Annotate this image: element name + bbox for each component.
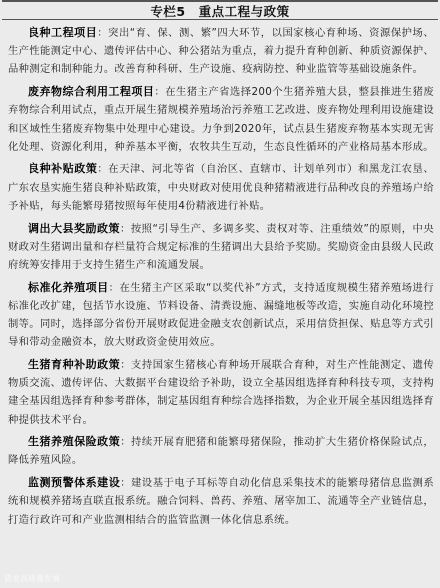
section-breed-subsidy: [8, 160, 434, 215]
section-monitoring-system: [8, 474, 434, 529]
sections-list: [8, 24, 434, 533]
section-title: 监测预警体系建设: [28, 476, 121, 490]
section-body: ：在生猪主产区采取“以奖代补”方式，支持适度规模生猪养殖场进行标准化改扩建，包括节水设施、节料设备、清粪设施、漏缝地板等改造，实施自动化环境控制等。同时，选择部分省份开展财政促进金融支农创新试点，采用信贷担保、贴息等方式引导和带动金融资本，放大财政资金使用效应。: [8, 281, 434, 349]
section-waste-utilization: [8, 83, 434, 156]
section-breeding-project: [8, 24, 434, 79]
section-standardized-farming: [8, 279, 434, 352]
section-body: ：建设基于电子耳标等自动化信息采集技术的能繁母猪信息监测系统和规模养猪场直联直报系统。融合饲料、兽药、养殖、屠宰加工、流通等全产业链信息，打造行政许可和产业监测相结合的监管监测一体化信息系统。: [8, 477, 434, 526]
section-title: 标准化养殖项目: [28, 280, 109, 294]
section-body: ：突出“育、保、测、繁”四大环节，以国家核心育种场、资源保护场、生产性能测定中心、遗传评估中心、种公猪站为重点，着力提升育种创新、种质资源保护、品种测定和制种能力。改善育种科研、生产设施、疫病防控、种业监管等基础设施条件。: [8, 27, 434, 76]
section-insurance-policy: [8, 433, 434, 469]
section-breeding-subsidy-policy: [8, 356, 434, 429]
section-title: 良种工程项目: [28, 26, 98, 39]
section-title: 生猪育种补助政策: [28, 357, 121, 371]
section-body: ：持续开展育肥猪和能繁母猪保险，推动扩大生猪价格保险试点，降低养殖风险。: [8, 436, 434, 467]
section-body: ：按照“引导生产、多调多奖、责权对等、注重绩效”的原则，中央财政对生猪调出量和存栏量符合规定标准的生猪调出大县给予奖励。奖励资金由县级人民政府统筹安排用于支持生猪生产和流通发展。: [8, 222, 434, 271]
column-header: [2, 0, 438, 20]
section-title: 废弃物综合利用工程项目: [28, 85, 155, 99]
section-title: 生猪养殖保险政策: [28, 435, 121, 449]
watermark: 猪业高质量发展: [4, 574, 60, 583]
section-county-reward: [8, 220, 434, 275]
column-title: 专栏5 重点工程与政策: [150, 3, 290, 19]
section-body: ：在天津、河北等省（自治区、直辖市、计划单列市）和黑龙江农垦、广东农垦实施生猪良种补贴政策，中央财政对使用优良种猪精液进行品种改良的养殖场户给予补贴，每头能繁母猪按照每年使用4份精液进行补贴。: [8, 163, 434, 212]
section-body: ：在生猪主产省选择200个生猪养殖大县，整县推进生猪废弃物综合利用试点，重点开展生猪规模养殖场治污养殖工艺改进、废弃物处理利用设施建设和区域性生猪废弃物集中处理中心建设。力争到2020年，试点县生猪废弃物基本实现无害化处理、资源化利用，种养基本平衡，农牧共生互动，生态良性循环的产业格局基本形成。: [8, 86, 434, 153]
section-title: 调出大县奖励政策: [28, 221, 121, 235]
section-title: 良种补贴政策: [28, 162, 98, 176]
section-body: ：支持国家生猪核心育种场开展联合育种，对生产性能测定、遗传物质交流、遗传评估、大数据平台建设给予补助，设立全基因组选择育种科技专项，支持构建全基因组选择育种参考群体，制定基因组育种综合选择指数，为企业开展全基因组选择育种提供技术平台。: [8, 358, 434, 426]
policy-column-panel: [2, 0, 438, 586]
